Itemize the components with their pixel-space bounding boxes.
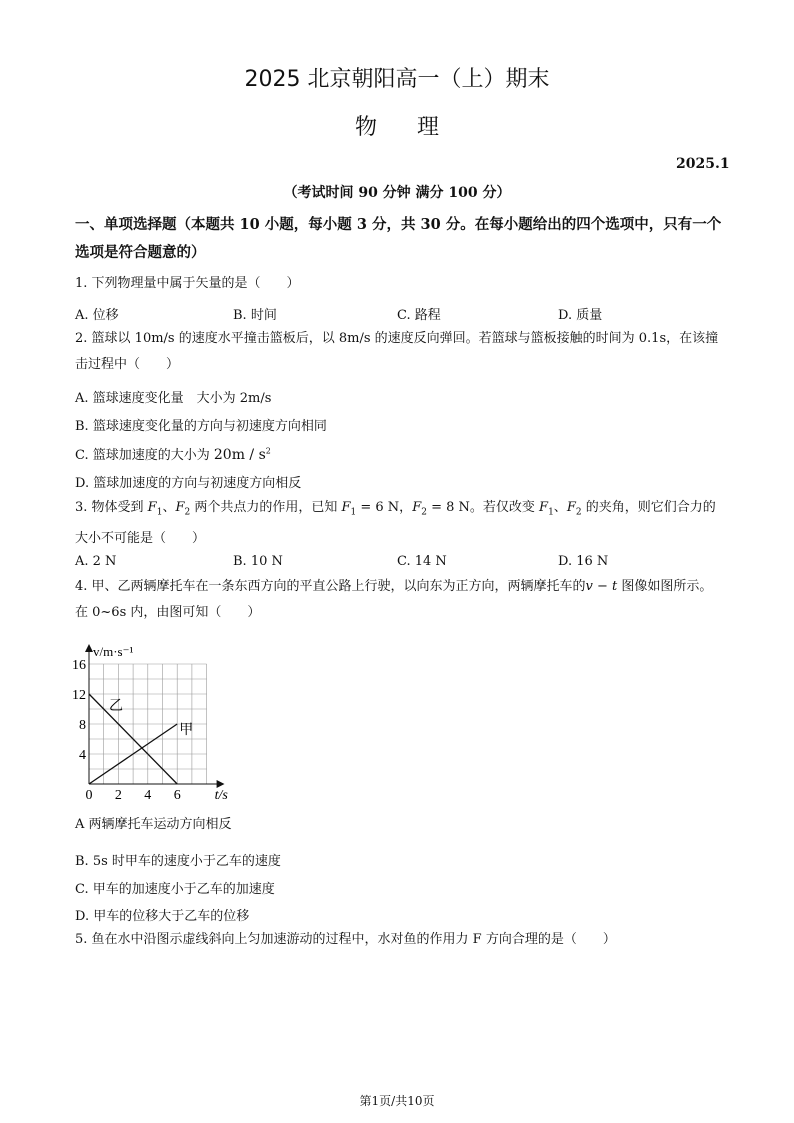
q2-option-a: A. 篮球速度变化量 大小为 2m/s xyxy=(75,391,272,406)
series-label-yi: 乙 xyxy=(109,699,123,714)
vt-chart xyxy=(66,630,266,806)
q4-option-c: C. 甲车的加速度小于乙车的加速度 xyxy=(75,882,275,897)
q3-f1: F xyxy=(147,500,157,515)
x-tick-label: 0 xyxy=(85,788,93,803)
q3-sep-2: 、 xyxy=(553,500,567,515)
q4-stem xyxy=(75,574,723,626)
q4-option-b: B. 5s 时甲车的速度小于乙车的速度 xyxy=(75,854,281,869)
q3-f2-c-sub: 2 xyxy=(575,507,582,518)
q3-f1-c: F xyxy=(539,500,549,515)
y-tick-label: 4 xyxy=(79,748,86,763)
q3-f2-b-sub: 2 xyxy=(421,507,427,518)
series-label-jia: 甲 xyxy=(179,723,194,738)
q1-stem: 1. 下列物理量中属于矢量的是（ ） xyxy=(75,276,300,291)
q3-text-1: 3. 物体受到 xyxy=(75,500,148,515)
q3-stem xyxy=(75,495,723,552)
q3-f2-c: F xyxy=(566,500,576,515)
q3-f1-sub: 1 xyxy=(156,507,163,518)
q1-option-b: B. 时间 xyxy=(233,308,277,323)
q3-option-d: D. 16 N xyxy=(558,554,609,569)
section-heading: 一、单项选择题（本题共 10 小题，每小题 3 分，共 30 分。在每小题给出的四个选项中，只有一个选项是符合题意的） xyxy=(75,216,722,261)
q5-stem: 5. 鱼在水中沿图示虚线斜向上匀加速游动的过程中，水对鱼的作用力 F 方向合理的是（ ） xyxy=(75,932,616,947)
q3-option-b: B. 10 N xyxy=(233,554,283,569)
q3-eq-2: = 8 N。若仅改变 xyxy=(426,500,540,515)
q2-option-c xyxy=(75,444,271,463)
y-tick-label: 8 xyxy=(79,718,86,733)
q2-option-c-formula: 20m / s xyxy=(213,447,266,463)
q3-f1-b: F xyxy=(341,500,351,515)
page-footer: 第1页/共10页 xyxy=(359,1094,435,1108)
x-tick-label: 6 xyxy=(173,788,181,803)
y-tick-label: 16 xyxy=(72,658,86,673)
q3-text-3: 的夹角，则它们合力的大小不可能是（ ） xyxy=(75,500,716,546)
q3-f1-c-sub: 1 xyxy=(548,507,554,518)
q3-eq-1: = 6 N， xyxy=(356,500,413,515)
q2-option-d: D. 篮球加速度的方向与初速度方向相反 xyxy=(75,476,302,491)
q4-text-2: 图像如图所示。在 0~6s 内，由图可知（ ） xyxy=(75,579,713,620)
exam-info: （考试时间 90 分钟 满分 100 分） xyxy=(283,185,511,201)
x-axis-label: t/s xyxy=(214,788,228,803)
q3-f1-b-sub: 1 xyxy=(350,507,357,518)
q2-stem: 2. 篮球以 10m/s 的速度水平撞击篮板后，以 8m/s 的速度反向弹回。若篮球与篮板接触的时间为 0.1s，在该撞击过程中（ ） xyxy=(75,331,719,372)
q4-text-1: 4. 甲、乙两辆摩托车在一条东西方向的平直公路上行驶，以向东为正方向，两辆摩托车的 xyxy=(75,579,586,594)
x-tick-label: 4 xyxy=(144,788,152,803)
q4-option-d: D. 甲车的位移大于乙车的位移 xyxy=(75,909,250,924)
doc-title: 2025 北京朝阳高一（上）期末 xyxy=(244,67,550,92)
q2-option-c-text: C. 篮球加速度的大小为 xyxy=(75,448,210,463)
q3-option-a: A. 2 N xyxy=(75,554,117,569)
q1-option-d: D. 质量 xyxy=(558,308,603,323)
q3-f2: F xyxy=(175,500,185,515)
exam-date: 2025.1 xyxy=(676,156,730,172)
q2-option-b: B. 篮球速度变化量的方向与初速度方向相同 xyxy=(75,419,327,434)
x-tick-label: 2 xyxy=(114,788,122,803)
q3-sep-1: 、 xyxy=(162,500,176,515)
q3-f2-b: F xyxy=(412,500,422,515)
y-axis-label: v/m·s⁻¹ xyxy=(93,644,134,659)
q1-option-c: C. 路程 xyxy=(397,308,441,323)
q3-f2-sub: 2 xyxy=(184,507,191,518)
q2-option-c-exponent: 2 xyxy=(265,446,271,456)
q3-text-2: 两个共点力的作用，已知 xyxy=(190,500,342,515)
q4-vt: v − t xyxy=(585,579,618,594)
q1-option-a: A. 位移 xyxy=(75,308,119,323)
q3-option-c: C. 14 N xyxy=(397,554,447,569)
q4-option-a: A 两辆摩托车运动方向相反 xyxy=(75,817,232,832)
y-tick-label: 12 xyxy=(72,688,86,703)
subject-title: 物理 xyxy=(354,115,479,140)
